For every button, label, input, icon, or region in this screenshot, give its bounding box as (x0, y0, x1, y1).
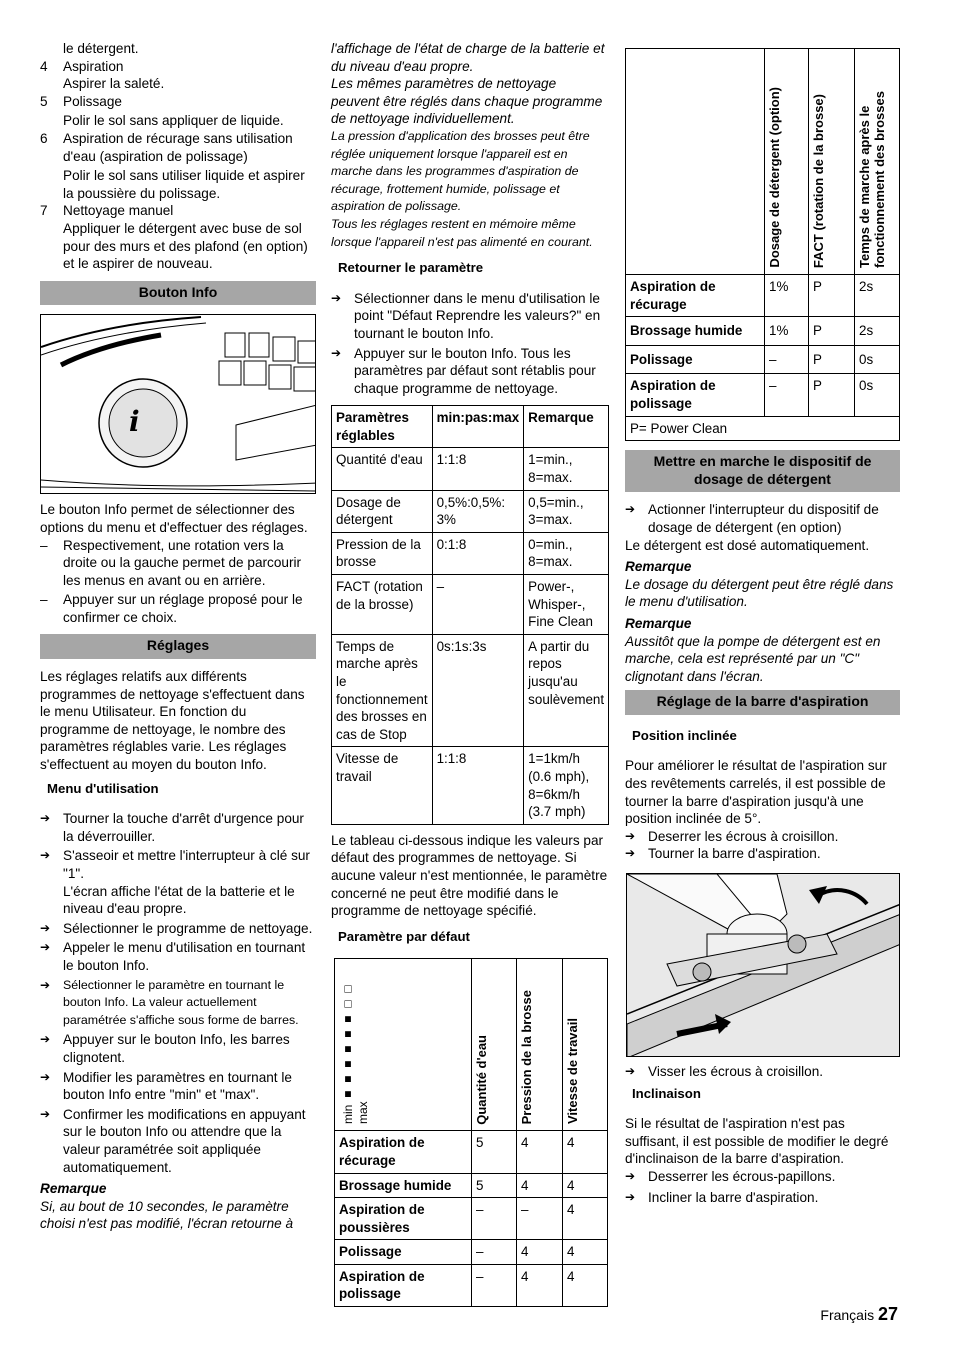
step-text: Sélectionner le programme de nettoyage. (63, 920, 313, 936)
column-header: Vitesse de travail (563, 959, 608, 1131)
step-text: Desserrer les écrous-papillons. (648, 1169, 836, 1184)
empty-header (626, 49, 765, 275)
table-row (332, 490, 609, 532)
table-cell: 4 (563, 1173, 608, 1198)
remarque-text: Le dosage du détergent peut être réglé dans le menu d'utilisation. (625, 576, 894, 610)
dosage-text: Le détergent est dosé automatiquement. (625, 537, 870, 553)
table-cell: Temps de marche après le fonctionnement des brosses en cas de Stop (332, 634, 433, 747)
table-cell: Power-, Whisper-, Fine Clean (524, 575, 609, 635)
param-table (331, 405, 609, 824)
table-cell: 0s (855, 345, 900, 374)
section-heading-barre: Réglage de la barre d'aspiration (625, 690, 900, 715)
detergent-text: le détergent. (63, 41, 139, 56)
table-cell: 4 (517, 1131, 563, 1173)
table-header-row (626, 49, 900, 275)
remarque-text: Aussitôt que la pompe de détergent est en marche, cela est représenté par un "C" clignotant dans l'écran. (625, 633, 881, 684)
table-cell: 5 (472, 1173, 517, 1198)
list-item (625, 1189, 900, 1207)
column-header: Quantité d'eau (472, 959, 517, 1131)
info-button-illustration (41, 315, 316, 494)
table-cell: A partir du repos jusqu'au soulèvement (524, 634, 609, 747)
arrow-icon: ➔ (625, 1064, 636, 1079)
bar-scale: min ■■■■■■□□ max (341, 981, 370, 1125)
step-note: L'écran affiche l'état de la batterie et le niveau d'eau propre. (63, 883, 295, 917)
svg-text:i: i (129, 405, 140, 439)
info-text: Le bouton Info permet de sélectionner des options du menu et d'effectuer des réglages. (40, 502, 308, 535)
table-cell: 5 (472, 1131, 517, 1173)
item-desc: Polir le sol sans utiliser liquide et aspirer la poussière du polissage. (63, 168, 305, 201)
table-row (335, 1131, 608, 1173)
step-text: S'asseoir et mettre l'interrupteur à clé sur "1". (63, 848, 310, 881)
table-cell: – (432, 575, 524, 635)
continued-text: Les mêmes paramètres de nettoyage peuvent être réglés dans chaque programme de nettoyage individuellement. (331, 76, 603, 127)
table-row (332, 532, 609, 574)
item-desc: Aspirer la saleté. (63, 76, 165, 92)
table-cell: P (809, 345, 855, 374)
table-row (332, 448, 609, 490)
column-header: Temps de marche après le fonctionnement des brosses (855, 49, 900, 275)
arrow-icon: ➔ (331, 290, 342, 305)
item-title: Nettoyage manuel (63, 203, 174, 219)
list-item (40, 920, 316, 938)
table-cell: Aspiration de poussières (335, 1198, 472, 1240)
squeegee-figure (626, 873, 900, 1057)
table-cell: 4 (517, 1173, 563, 1198)
column-middle (331, 40, 608, 1307)
list-item (625, 501, 900, 536)
table-cell: Aspiration de polissage (626, 374, 765, 416)
table-cell: Pression de la brosse (332, 532, 433, 574)
step-text: Sélectionner le paramètre en tournant le bouton Info. La valeur actuellement paramétrée s'affiche sous forme de barres. (63, 977, 299, 1027)
table-row (335, 1198, 608, 1240)
step-text: Tourner la touche d'arrêt d'urgence pour la déverrouiller. (63, 811, 304, 844)
table-cell: Polissage (626, 345, 765, 374)
table-row (626, 416, 900, 441)
table-cell: Vitesse de travail (332, 747, 433, 824)
program-settings-table (625, 48, 900, 441)
table-cell: 0:1:8 (432, 532, 524, 574)
arrow-icon: ➔ (40, 1106, 51, 1121)
retour-heading: Retourner le paramètre (338, 260, 484, 276)
column-header: Dosage de détergent (option) (765, 49, 809, 275)
info-button-figure (40, 314, 316, 494)
list-item (40, 130, 316, 202)
menu-steps (40, 810, 316, 1176)
table-cell: 4 (563, 1240, 608, 1265)
item-number: 7 (40, 203, 48, 219)
table-cell: 2s (855, 317, 900, 346)
footer-language: Français (820, 1307, 875, 1323)
table-cell: 1:1:8 (432, 747, 524, 824)
table-cell: 0=min., 8=max. (524, 532, 609, 574)
table-cell: Brossage humide (335, 1173, 472, 1198)
position-text: Pour améliorer le résultat de l'aspiration sur des revêtements carrelés, il est possible de tourner la barre d'aspiration jusqu'à une position inclinée de 5°. (625, 758, 887, 827)
list-item (625, 845, 900, 863)
list-item (40, 1069, 316, 1104)
list-item (40, 202, 316, 272)
table-row (335, 1173, 608, 1198)
step-text: Appuyer sur le bouton Info. Tous les paramètres par défaut sont rétablis pour chaque programme de nettoyage. (354, 345, 596, 396)
step-text: Modifier les paramètres en tournant le bouton Info entre "min" et "max". (63, 1069, 292, 1103)
list-item (40, 939, 316, 974)
list-item (40, 977, 316, 1030)
table-cell: 1=1km/h (0.6 mph), 8=6km/h (3.7 mph) (524, 747, 609, 824)
table-cell: Polissage (335, 1240, 472, 1265)
table-cell: – (765, 374, 809, 416)
arrow-icon: ➔ (625, 846, 636, 861)
table-row (335, 1240, 608, 1265)
arrow-icon: ➔ (40, 920, 51, 935)
table-cell: 4 (517, 1240, 563, 1265)
default-heading: Paramètre par défaut (338, 928, 470, 944)
default-table (334, 958, 608, 1307)
list-item: – Respectivement, une rotation vers la droite ou la gauche permet de parcourir les menus en avant ou en arrière. (40, 537, 316, 590)
table-row (332, 575, 609, 635)
table-cell: 0,5%:0,5%: 3% (432, 490, 524, 532)
step-text: Appuyer sur le bouton Info, les barres clignotent. (63, 1032, 290, 1065)
table-cell: 0s (855, 374, 900, 416)
list-item (331, 290, 608, 343)
menu-heading: Menu d'utilisation (47, 780, 159, 796)
list-item (625, 828, 900, 846)
scale-max-label: max (356, 1101, 370, 1125)
item-desc: Appliquer le détergent avec buse de sol pour des murs et des plafond (en option) et le aspirer de nouveau. (63, 220, 308, 272)
section-heading-reglages: Réglages (40, 634, 316, 659)
table-cell: – (472, 1240, 517, 1265)
item-number: 5 (40, 93, 48, 109)
page-footer (820, 1306, 898, 1325)
item-number: 4 (40, 58, 48, 74)
squeegee-illustration (627, 874, 900, 1057)
table-cell: – (472, 1264, 517, 1306)
table-header-row (335, 959, 608, 1131)
step-text: Actionner l'interrupteur du dispositif de dosage de détergent (en option) (648, 502, 879, 535)
table-cell: Dosage de détergent (332, 490, 433, 532)
arrow-icon: ➔ (40, 848, 51, 863)
list-item (40, 58, 316, 93)
table-cell: 4 (563, 1264, 608, 1306)
step-text: Appeler le menu d'utilisation en tournant le bouton Info. (63, 940, 306, 973)
remarque-label: Remarque (625, 559, 692, 575)
table-cell: 1=min., 8=max. (524, 448, 609, 490)
arrow-icon: ➔ (40, 940, 51, 955)
list-item (625, 1168, 900, 1186)
remarque-text: Si, au bout de 10 secondes, le paramètre choisi n'est pas modifié, l'écran retourne à (40, 1198, 294, 1232)
table-cell: – (765, 345, 809, 374)
remarque-label: Remarque (625, 615, 692, 631)
table-cell: Aspiration de récurage (626, 275, 765, 317)
arrow-icon: ➔ (40, 977, 51, 992)
table-cell: – (472, 1198, 517, 1240)
table-row (332, 634, 609, 747)
column-header: Remarque (524, 406, 609, 448)
column-header: Paramètres réglables (332, 406, 433, 448)
section-heading-dosage: Mettre en marche le dispositif de dosage de détergent (625, 450, 900, 492)
step-text: Sélectionner dans le menu d'utilisation le point "Défaut Reprendre les valeurs?" en tournant le bouton Info. (354, 290, 601, 341)
position-heading: Position inclinée (632, 727, 737, 743)
table-footnote: P= Power Clean (626, 416, 900, 441)
step-text: Incliner la barre d'aspiration. (648, 1189, 819, 1205)
list-item (40, 1031, 316, 1066)
list-item (40, 93, 316, 130)
table-cell: 4 (517, 1264, 563, 1306)
list-item (625, 1063, 900, 1081)
step-text: Tourner la barre d'aspiration. (648, 846, 821, 862)
inclinaison-heading: Inclinaison (632, 1085, 701, 1101)
dash-text: Respectivement, une rotation vers la droite ou la gauche permet de parcourir les menus en avant ou en arrière. (63, 537, 302, 588)
dash-text: Appuyer sur un réglage proposé pour le confirmer ce choix. (63, 592, 303, 625)
arrow-icon: ➔ (625, 502, 636, 517)
list-item: – Appuyer sur un réglage proposé pour le confirmer ce choix. (40, 591, 316, 626)
scale-header (335, 959, 472, 1131)
list-item (40, 847, 316, 882)
scale-min-label: min (341, 1104, 355, 1125)
remarque-label: Remarque (40, 1181, 107, 1197)
default-text: Le tableau ci-dessous indique les valeurs par défaut des programmes de nettoyage. Si aucune valeur n'est mentionnée, le paramètre concerné ne peut être modifié dans le programme de nettoyage spécifié. (331, 832, 608, 919)
table-cell: Aspiration de récurage (335, 1131, 472, 1173)
table-cell: Quantité d'eau (332, 448, 433, 490)
table-row (626, 345, 900, 374)
continued-text: Tous les réglages restent en mémoire même lorsque l'appareil n'est pas alimenté en courant. (331, 216, 593, 249)
continued-text: l'affichage de l'état de charge de la batterie et du niveau d'eau propre. (331, 41, 605, 74)
list-item (40, 1106, 316, 1176)
table-cell: 1% (765, 317, 809, 346)
reglages-text: Les réglages relatifs aux différents programmes de nettoyage s'effectuent dans le menu Utilisateur. En fonction du programme de nettoyage, le nombre des paramètres réglables varie. Les réglages s'effectuent au moyen du bouton Info. (40, 669, 305, 773)
arrow-icon: ➔ (40, 1069, 51, 1084)
table-cell: 2s (855, 275, 900, 317)
table-row (626, 317, 900, 346)
item-title: Aspiration (63, 58, 124, 74)
program-list (40, 58, 316, 273)
table-cell: Aspiration de polissage (335, 1264, 472, 1306)
item-title: Polissage (63, 93, 122, 109)
table-row (626, 374, 900, 416)
column-header: Pression de la brosse (517, 959, 563, 1131)
table-row (335, 1264, 608, 1306)
table-cell: 0s:1s:3s (432, 634, 524, 747)
item-number: 6 (40, 130, 48, 146)
table-cell: – (517, 1198, 563, 1240)
table-header-row (332, 406, 609, 448)
table-cell: 4 (563, 1198, 608, 1240)
column-left (40, 40, 316, 1233)
arrow-icon: ➔ (625, 1169, 636, 1183)
table-cell: Brossage humide (626, 317, 765, 346)
section-heading-info: Bouton Info (40, 281, 316, 306)
item-title: Aspiration de récurage sans utilisation d'eau (aspiration de polissage) (63, 130, 293, 164)
inclinaison-text: Si le résultat de l'aspiration n'est pas suffisant, il est possible de modifier le degré d'inclinaison de la barre d'aspiration. (625, 1116, 889, 1167)
table-cell: 1:1:8 (432, 448, 524, 490)
table-cell: P (809, 275, 855, 317)
arrow-icon: ➔ (40, 1032, 51, 1047)
item-desc: Polir le sol sans appliquer de liquide. (63, 113, 284, 129)
table-cell: FACT (rotation de la brosse) (332, 575, 433, 635)
step-text: Deserrer les écrous à croisillon. (648, 828, 839, 844)
column-header: FACT (rotation de la brosse) (809, 49, 855, 275)
list-item (331, 345, 608, 398)
arrow-icon: ➔ (40, 811, 51, 826)
table-cell: 1% (765, 275, 809, 317)
table-cell: P (809, 374, 855, 416)
page-number: 27 (877, 1304, 898, 1324)
table-cell: P (809, 317, 855, 346)
arrow-icon: ➔ (625, 828, 636, 843)
column-header: min:pas:max (432, 406, 524, 448)
step-text: Visser les écrous à croisillon. (648, 1064, 824, 1080)
arrow-icon: ➔ (625, 1189, 636, 1204)
continued-text: La pression d'application des brosses peut être réglée uniquement lorsque l'appareil est en marche dans les programmes d'aspiration de récurage, frottement humide, polissage et aspiration de polissage. (331, 128, 590, 214)
arrow-icon: ➔ (331, 345, 342, 360)
table-row (626, 275, 900, 317)
column-right (625, 48, 900, 1206)
table-cell: 0,5=min., 3=max. (524, 490, 609, 532)
table-row (332, 747, 609, 824)
step-text: Confirmer les modifications en appuyant sur le bouton Info ou attendre que la valeur paramétrée soit appliquée automatiquement. (63, 1106, 306, 1175)
list-item (40, 810, 316, 845)
table-cell: 4 (563, 1131, 608, 1173)
